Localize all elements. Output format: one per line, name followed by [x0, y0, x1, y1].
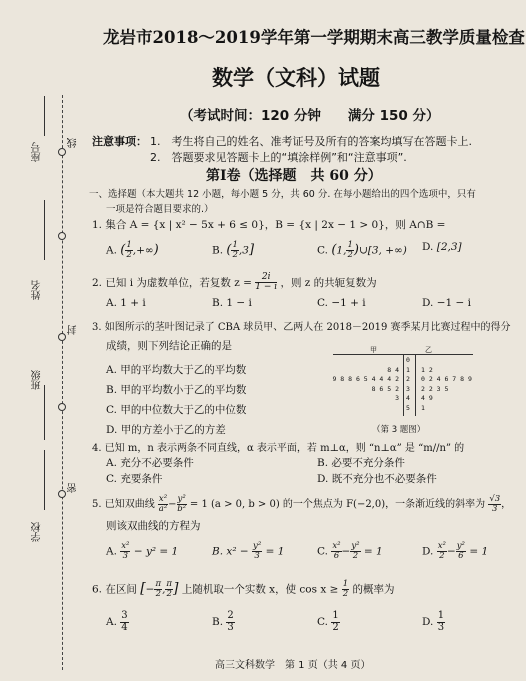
q5-stem-mid: = 1 (a > 0, b > 0) 的一个焦点为 F(−2,0)，一条渐近线的斜率为 [189, 499, 486, 510]
q5-option-d-letter: D. [422, 545, 434, 558]
q5-option-c-tail: = 1 [363, 545, 383, 558]
q1-option-a-letter: A. [106, 244, 117, 257]
q1-option-d-letter: D. [422, 241, 434, 253]
q6-stem-start: 6. 在区间 [92, 583, 137, 596]
q5-slope [488, 495, 501, 514]
q6-option-b-letter: B. [212, 616, 224, 628]
q5-stem-2: 则该双曲线的方程为 [106, 520, 201, 532]
stem-value: 1 [406, 365, 410, 374]
q4-option-a[interactable]: A. 充分不必要条件 [106, 457, 194, 469]
q5-stem: 5. 已知双曲线 $\frac{\text{x²}}{\text{a²}}$ − $\frac{\text{y²}}{\text{b²}}$ = 1 (a > 0, b > 0) 的一个焦点为 F(−2,0)，一条渐近线的斜率为 $\frac{√3}{3}$ ， [92, 494, 512, 514]
q6-option-d-letter: D. [422, 616, 434, 628]
q6-stem: 6. 在区间 [− $\frac{\pi}{2}$ , $\frac{\pi}{2}$ ] 上随机取一个实数 x，使 cos x ≥ $\frac{1}{2}$ 的概率为 [92, 579, 395, 599]
q5-option-b[interactable]: B. x² − $\frac{\text{y²}}{3}$ = 1 [212, 541, 285, 561]
right-leaf-row: 1 2 [421, 365, 433, 374]
plot-header-jia: 甲 [370, 346, 377, 354]
q6-option-c[interactable] [317, 611, 340, 633]
plot-stems [406, 356, 410, 414]
seat-number-blank[interactable] [44, 96, 45, 136]
notes-item-1: 1. 考生将自己的姓名、准考证号及所有的答案均填写在答题卡上. [150, 135, 472, 148]
q5-option-d-tail: = 1 [469, 545, 489, 558]
q1-option-a[interactable]: A. ( $\frac{1}{2}$ ,+∞) [106, 240, 159, 260]
q6-option-d-num: 1 [437, 610, 445, 621]
plot-caption: （第 3 题图） [372, 425, 426, 435]
q5-option-a[interactable]: A. $\frac{\text{x²}}{3}$ − y² = 1 [106, 541, 179, 561]
q4-option-d[interactable]: D. 既不充分也不必要条件 [317, 473, 437, 485]
q5-slope-num: √3 [489, 494, 501, 505]
left-leaf-row [332, 404, 399, 414]
q3-stem-1: 3. 如图所示的茎叶图记录了 CBA 球员甲、乙两人在 2018－2019 赛季某月比赛过程中的得分 [92, 322, 511, 333]
q2-fraction-den: 1 − i [255, 282, 278, 293]
notes-label: 注意事项： [92, 135, 147, 148]
exam-info: （考试时间：120 分钟 满分 150 分） [180, 108, 440, 124]
q1-option-c-tail: ∪[3, +∞) [358, 244, 407, 257]
q6-option-b-den: 3 [227, 621, 234, 633]
q5-option-b-letter: B. x² − [212, 545, 249, 558]
class-label: 班级 [32, 370, 43, 390]
seal-label: 封 [68, 325, 79, 335]
q6-option-d-den: 3 [437, 621, 445, 633]
q4-option-c[interactable]: C. 充要条件 [106, 473, 163, 485]
class-blank[interactable] [44, 385, 45, 440]
q3-option-d[interactable]: D. 甲的方差小于乙的方差 [106, 424, 226, 436]
q6-option-b-num: 2 [227, 610, 234, 621]
q5-option-a-tail: − y² = 1 [133, 545, 179, 558]
q1-option-d-value: [2,3] [436, 241, 462, 253]
q1-stem: 1. 集合 A = {x | x² − 5x + 6 ≤ 0}，B = {x | 2x − 1 > 0}，则 A∩B = [92, 219, 446, 231]
section-intro-1: 一、选择题（本大题共 12 小题，每小题 5 分，共 60 分. 在每小题给出的四个选项中，只有 [89, 189, 476, 200]
notes-item-2: 2. 答题要求见答题卡上的“填涂样例”和“注意事项”. [150, 151, 407, 164]
q6-option-a-den: 4 [121, 621, 128, 633]
q5-option-a-letter: A. [106, 545, 117, 558]
q6-option-c-letter: C. [317, 616, 328, 628]
right-leaf-row: 1 [421, 403, 425, 412]
exam-title: 龙岩市2018～2019学年第一学期期末高三教学质量检查 [103, 28, 525, 47]
seal-line-label: 线 [68, 138, 79, 148]
plot-right-divider [415, 354, 416, 416]
cut-dot [58, 403, 66, 411]
plot-left-leaves [332, 356, 399, 414]
q2-fraction-num: 2i [255, 273, 277, 283]
left-leaf-row: 8 6 5 2 [371, 384, 399, 393]
q5-option-c[interactable]: C. $\frac{\text{x²}}{6}$ − $\frac{\text{y²}}{2}$ = 1 [317, 541, 383, 561]
q6-option-c-den: 2 [332, 621, 339, 633]
page-footer: 高三文科数学 第 1 页（共 4 页） [215, 660, 371, 671]
cut-dot [58, 333, 66, 341]
q2-fraction [255, 273, 277, 293]
stem-value: 0 [406, 356, 410, 364]
q6-option-a-num: 3 [121, 610, 128, 621]
q5-slope-den: 3 [492, 504, 498, 514]
q6-option-a[interactable] [106, 611, 129, 633]
name-label: 姓名 [32, 280, 43, 300]
q6-stem-end: 的概率为 [352, 583, 395, 596]
q3-option-b[interactable]: B. 甲的平均数小于乙的平均数 [106, 384, 247, 396]
q1-option-c-letter: C. [317, 244, 328, 257]
q4-stem: 4. 已知 m，n 表示两条不同直线，α 表示平面，若 m⊥α，则 “n⊥α” 是 “m//n” 的 [92, 443, 465, 454]
q2-stem [92, 273, 377, 293]
q2-option-c[interactable]: C. −1 + i [317, 297, 366, 309]
q5-option-b-tail: = 1 [265, 545, 285, 558]
q2-stem-start: 2. 已知 i 为虚数单位，若复数 z = [92, 276, 252, 289]
q1-option-b[interactable]: B. ( $\frac{1}{2}$ ,3] [212, 240, 255, 260]
q2-stem-end: ，则 z 的共轭复数为 [280, 276, 377, 289]
cut-dot [58, 148, 66, 156]
q2-option-a[interactable]: A. 1 + i [106, 297, 146, 309]
stem-value: 2 [406, 375, 410, 384]
q6-stem-mid: 上随机取一个实数 x，使 cos x ≥ [181, 583, 339, 596]
right-leaf-row: 4 9 [421, 394, 433, 403]
right-leaf-row: 2 2 3 5 [421, 384, 449, 393]
right-leaf-row [421, 356, 472, 366]
q5-stem-end: ， [501, 499, 512, 510]
q6-option-a-letter: A. [106, 616, 117, 628]
q2-option-b[interactable]: B. 1 − i [212, 297, 252, 309]
q1-option-c[interactable]: C. (1, $\frac{1}{2}$ )∪[3, +∞) [317, 240, 407, 260]
section-intro-2: 一项是符合题目要求的.） [106, 204, 214, 215]
q1-option-b-letter: B. [212, 244, 224, 257]
right-leaf-row: 0 2 4 6 7 8 9 [421, 375, 472, 384]
left-leaf-row [332, 356, 399, 366]
q5-option-c-letter: C. [317, 545, 328, 558]
seal-secret-label: 密 [68, 483, 79, 493]
seat-number-label: 座号 [32, 142, 43, 162]
stem-value: 5 [406, 403, 410, 412]
q3-stem-2: 成绩，则下列结论正确的是 [106, 340, 232, 352]
cut-dot [58, 232, 66, 240]
stem-value: 3 [406, 384, 410, 393]
exam-subtitle: 数学（文科）试题 [212, 65, 380, 90]
plot-header-yi: 乙 [425, 346, 432, 354]
stem-value: 4 [406, 394, 410, 403]
q6-option-b[interactable] [212, 611, 235, 633]
q1-option-d[interactable] [422, 241, 462, 253]
cut-dot [58, 490, 66, 498]
q5-stem-start: 5. 已知双曲线 [92, 499, 155, 510]
plot-left-divider [403, 354, 404, 416]
q3-option-c[interactable]: C. 甲的中位数大于乙的中位数 [106, 404, 247, 416]
q2-option-d[interactable]: D. −1 − i [422, 297, 472, 309]
q3-option-a[interactable]: A. 甲的平均数大于乙的平均数 [106, 364, 247, 376]
left-leaf-row: 9 8 8 6 5 4 4 4 2 [332, 375, 399, 384]
q6-option-c-num: 1 [332, 610, 339, 621]
plot-right-leaves [421, 356, 472, 414]
section-title: 第Ⅰ卷（选择题 共 60 分） [206, 168, 382, 184]
cut-line [62, 95, 63, 670]
name-blank[interactable] [44, 200, 45, 260]
q4-option-b[interactable]: B. 必要不充分条件 [317, 457, 405, 469]
q6-option-d[interactable] [422, 611, 445, 633]
left-leaf-row: 8 4 [387, 365, 399, 374]
q5-option-d[interactable]: D. $\frac{\text{x²}}{2}$ − $\frac{\text{y²}}{6}$ = 1 [422, 541, 489, 561]
school-label: 学校 [32, 522, 43, 542]
school-blank[interactable] [44, 450, 45, 510]
left-leaf-row: 3 [395, 394, 399, 403]
